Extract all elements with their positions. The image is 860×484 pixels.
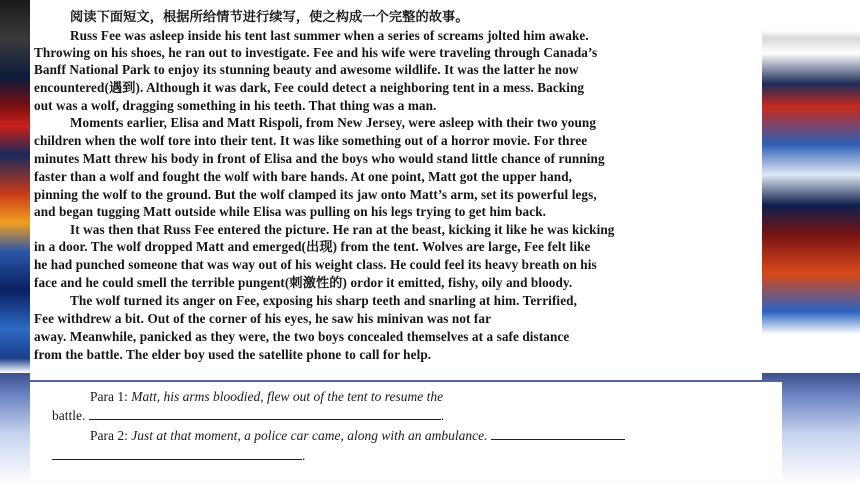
passage-line: Russ Fee was asleep inside his tent last summer when a series of screams jolted him awake. [70, 28, 589, 43]
answer-blank[interactable] [89, 406, 441, 420]
passage-line: faster than a wolf and fought the wolf with bare hands. At one point, Matt got the upper hand, [34, 169, 573, 184]
para2-label: Para 2: [90, 428, 128, 443]
passage-line: The wolf turned its anger on Fee, exposing his sharp teeth and snarling at him. Terrified, [70, 293, 577, 308]
passage-line: Banff National Park to enjoy its stunning beauty and awesome wildlife. It was the latter he now [34, 62, 579, 77]
para1-prompt [90, 388, 443, 406]
para2-text: Just at that moment, a police car came, along with an ambulance. [131, 428, 488, 443]
slide-background-right [760, 0, 860, 380]
passage-line: Throwing on his shoes, he ran out to investigate. Fee and his wife were traveling through Canada’s [34, 45, 598, 60]
writing-task [30, 382, 782, 480]
passage-line: encountered(遇到). Although it was dark, Fee could detect a neighboring tent in a mess. Backing [34, 80, 585, 95]
answer-blank[interactable] [52, 446, 302, 460]
para2-prompt [90, 426, 625, 445]
passage-line: Moments earlier, Elisa and Matt Rispoli, from New Jersey, were asleep with their two young [70, 115, 597, 130]
passage-line: face and he could smell the terrible pungent(刺激性的) ordor it emitted, fishy, oily and bloody. [34, 275, 573, 290]
passage-line: It was then that Russ Fee entered the picture. He ran at the beast, kicking it like he was kicking [70, 222, 615, 237]
passage-line: he had punched someone that was way out of his weight class. He could feel its heavy breath on his [34, 257, 597, 272]
passage-line: and began tugging Matt outside while Elisa was pulling on his legs trying to get him back. [34, 204, 547, 219]
reading-passage [30, 4, 762, 380]
passage-line: pinning the wolf to the ground. But the wolf clamped its jaw onto Matt’s arm, set its powerful legs, [34, 187, 597, 202]
passage-line: minutes Matt threw his body in front of Elisa and the boys who would stand little chance of running [34, 151, 605, 166]
para2-continuation: . [52, 446, 305, 465]
passage-line: away. Meanwhile, panicked as they were, the two boys concealed themselves at a safe distance [34, 329, 570, 344]
para1-label: Para 1: [90, 389, 128, 404]
para1-cont-text: battle. [52, 408, 86, 423]
instruction-line: 阅读下面短文，根据所给情节进行续写，使之构成一个完整的故事。 [70, 9, 469, 24]
passage-line: children when the wolf tore into their tent. It was like something out of a horror movie. For three [34, 133, 588, 148]
passage-line: from the battle. The elder boy used the satellite phone to call for help. [34, 347, 432, 362]
para1-text: Matt, his arms bloodied, flew out of the tent to resume the [131, 389, 444, 404]
answer-blank[interactable] [491, 426, 625, 440]
passage-line: out was a wolf, dragging something in his teeth. That thing was a man. [34, 98, 437, 113]
passage-line: in a door. The wolf dropped Matt and emerged(出现) from the tent. Wolves are large, Fee felt like [34, 239, 591, 254]
para1-continuation: battle. . [52, 408, 445, 423]
passage-line: Fee withdrew a bit. Out of the corner of his eyes, he saw his minivan was not far [34, 311, 492, 326]
